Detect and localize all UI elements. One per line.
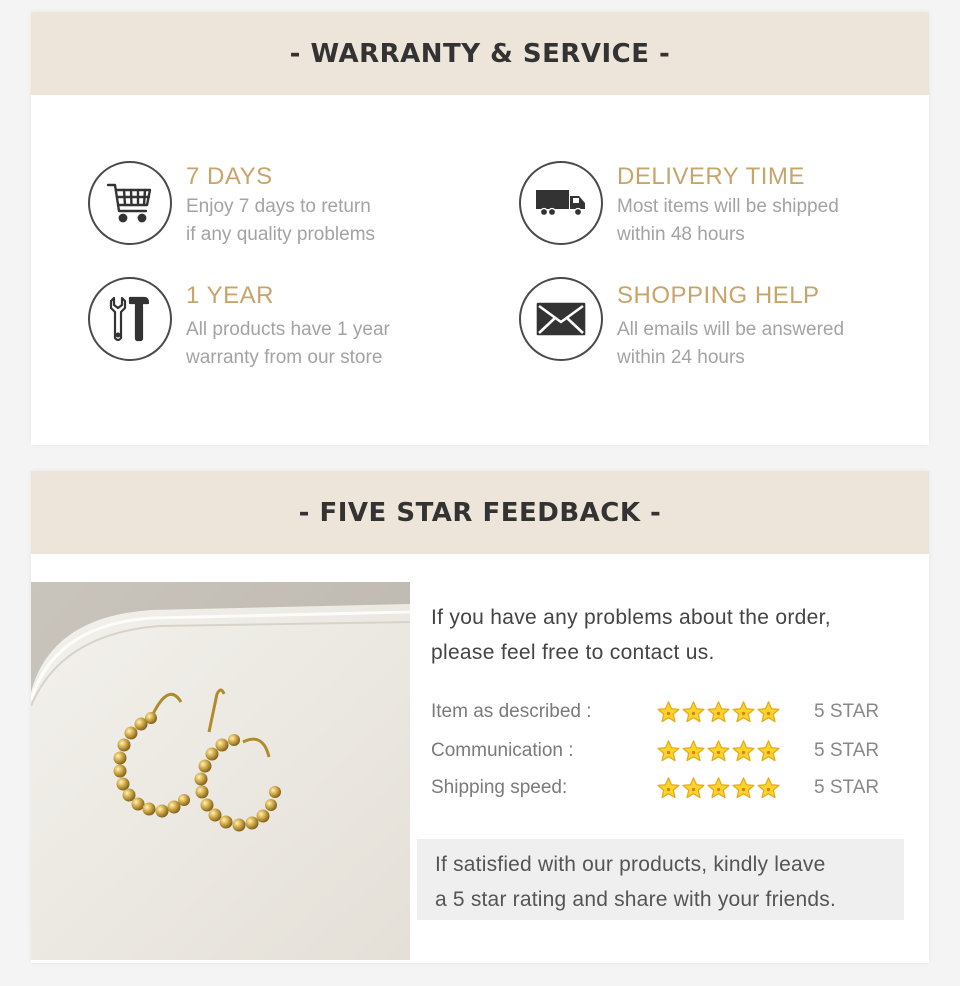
closing-line-2: a 5 star rating and share with your friends. — [435, 888, 837, 911]
return-desc-line2: if any quality problems — [186, 224, 376, 245]
feedback-header-band — [31, 471, 929, 554]
rating-value: 5 STAR — [814, 740, 880, 761]
star-icon — [756, 700, 781, 725]
product-photo-earrings — [31, 582, 410, 960]
delivery-desc-line2: within 48 hours — [617, 224, 745, 245]
delivery-desc-line1: Most items will be shipped — [617, 196, 839, 217]
warranty-service-card — [31, 12, 929, 445]
delivery-heading: DELIVERY TIME — [617, 163, 805, 190]
five-star-feedback-card — [31, 471, 929, 963]
rating-request-box — [417, 839, 904, 920]
rating-row — [431, 772, 901, 804]
rating-label: Item as described : — [431, 701, 592, 722]
star-icon — [681, 739, 706, 764]
star-rating — [656, 776, 814, 801]
closing-line-1: If satisfied with our products, kindly leave — [435, 853, 826, 876]
service-shopping-help — [519, 277, 844, 372]
star-icon — [731, 700, 756, 725]
warranty-heading: 1 YEAR — [186, 282, 274, 309]
return-desc-line1: Enjoy 7 days to return — [186, 196, 371, 217]
rating-value: 5 STAR — [814, 701, 880, 722]
rating-row — [431, 735, 901, 767]
star-icon — [706, 739, 731, 764]
star-icon — [731, 739, 756, 764]
star-icon — [656, 700, 681, 725]
star-icon — [756, 739, 781, 764]
rating-value: 5 STAR — [814, 777, 880, 798]
warranty-title: - WARRANTY & SERVICE - — [289, 38, 671, 69]
delivery-truck-icon — [519, 161, 603, 245]
warranty-header-band — [31, 12, 929, 95]
star-icon — [656, 739, 681, 764]
star-icon — [656, 776, 681, 801]
envelope-icon — [519, 277, 603, 361]
rating-label: Shipping speed: — [431, 777, 568, 798]
warranty-desc-line1: All products have 1 year — [186, 319, 390, 340]
service-warranty-year — [88, 277, 390, 372]
feedback-content — [431, 582, 911, 911]
shopping-help-desc-line2: within 24 hours — [617, 347, 745, 368]
star-rating — [656, 700, 814, 725]
shopping-cart-icon — [88, 161, 172, 245]
return-heading: 7 DAYS — [186, 163, 273, 190]
rating-label: Communication : — [431, 740, 574, 761]
service-delivery-time — [519, 161, 839, 249]
intro-line-1: If you have any problems about the order, — [431, 606, 831, 629]
star-icon — [706, 776, 731, 801]
warranty-desc-line2: warranty from our store — [186, 347, 383, 368]
star-rating — [656, 739, 814, 764]
intro-line-2: please feel free to contact us. — [431, 641, 715, 664]
shopping-help-heading: SHOPPING HELP — [617, 282, 820, 309]
star-icon — [731, 776, 756, 801]
star-icon — [756, 776, 781, 801]
star-icon — [706, 700, 731, 725]
wrench-hammer-icon — [88, 277, 172, 361]
shopping-help-desc-line1: All emails will be answered — [617, 319, 845, 340]
rating-row — [431, 696, 901, 728]
service-return-policy — [88, 161, 375, 249]
star-icon — [681, 700, 706, 725]
star-icon — [681, 776, 706, 801]
feedback-title: - FIVE STAR FEEDBACK - — [298, 497, 662, 528]
feedback-intro — [431, 600, 911, 670]
